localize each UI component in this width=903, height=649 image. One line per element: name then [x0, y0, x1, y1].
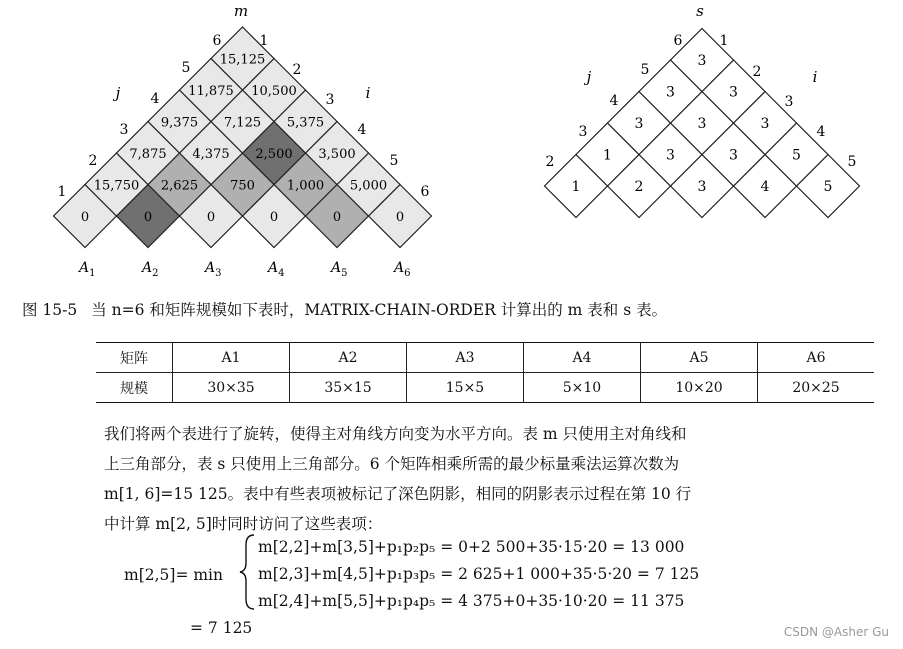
cell-value: 0	[80, 210, 90, 225]
m-i-tick: 4	[357, 122, 367, 138]
equation-result: = 7 125	[190, 619, 253, 637]
m-j-tick: 1	[57, 184, 67, 200]
header-a2: A2	[290, 343, 407, 373]
equation-lhs: m[2,5]= min	[124, 566, 223, 584]
cell-value: 10,500	[251, 84, 297, 99]
dim-a2: 35×15	[290, 373, 407, 403]
cell-value: 15,125	[219, 52, 266, 68]
cell-value: 0	[206, 210, 216, 225]
m-i-tick: 5	[389, 153, 399, 169]
s-i-label: i	[812, 68, 818, 86]
header-a3: A3	[407, 343, 524, 373]
cell-value: 15,750	[93, 178, 140, 194]
cell-value: 3,500	[318, 147, 356, 162]
cell-value: 3	[697, 116, 707, 132]
s-j-tick: 3	[578, 124, 588, 140]
header-a1: A1	[173, 343, 290, 373]
cell-value: 3	[666, 147, 675, 164]
cell-value: 3	[634, 116, 644, 132]
cell-value: 1,000	[286, 178, 325, 194]
matrix-label: $A_6$	[394, 260, 411, 279]
s-table-title: s	[696, 2, 704, 20]
equation-line-1: m[2,2]+m[3,5]+p₁p₂p₅ = 0+2 500+35·15·20 = 13 000	[258, 538, 685, 556]
table-row	[96, 343, 874, 373]
cell-value: 9,375	[160, 115, 199, 131]
matrix-label: $A_5$	[331, 260, 348, 279]
cell-value: 5	[823, 179, 833, 195]
table-row	[96, 373, 874, 403]
caption-text: 当 n=6 和矩阵规模如下表时，MATRIX-CHAIN-ORDER 计算出的 m 表和 s 表。	[91, 301, 668, 319]
cell-value: 5,000	[349, 178, 388, 194]
paragraph-line-2: 上三角部分，表 s 只使用上三角部分。6 个矩阵相乘所需的最少标量乘法运算次数为	[104, 455, 680, 473]
m-j-label: j	[115, 84, 121, 102]
matrix-label: $A_4$	[268, 260, 285, 279]
header-a4: A4	[524, 343, 641, 373]
row-label-size: 规模	[96, 373, 173, 403]
paragraph-line-1: 我们将两个表进行了旋转，使得主对角线方向变为水平方向。表 m 只使用主对角线和	[104, 425, 687, 443]
s-j-tick: 2	[545, 154, 555, 170]
m-i-tick: 6	[420, 184, 430, 200]
cell-value: 5,375	[286, 115, 325, 131]
dim-a4: 5×10	[524, 373, 641, 403]
m-j-tick: 4	[150, 91, 160, 107]
paragraph-line-4: 中计算 m[2, 5]时同时访问了这些表项：	[104, 515, 383, 533]
equation-brace	[238, 533, 258, 611]
header-a5: A5	[641, 343, 758, 373]
figure-caption	[22, 298, 667, 320]
cell-value: 1	[603, 147, 612, 164]
row-label-matrix: 矩阵	[96, 343, 173, 373]
cell-value: 0	[332, 210, 342, 225]
s-j-tick: 5	[640, 62, 650, 78]
cell-value: 7,125	[223, 115, 262, 131]
m-and-s-table-figure	[0, 0, 903, 290]
s-i-tick: 1	[719, 33, 729, 49]
m-i-tick: 3	[325, 92, 335, 108]
cell-value: 750	[230, 178, 255, 194]
m-j-tick: 5	[181, 60, 191, 76]
m-i-label: i	[365, 84, 371, 102]
dim-a1: 30×35	[173, 373, 290, 403]
matrix-label: $A_1$	[79, 260, 96, 279]
caption-number: 图 15-5	[22, 301, 78, 319]
cell-value: 2	[634, 179, 644, 195]
paragraph-line-3: m[1, 6]=15 125。表中有些表项被标记了深色阴影，相同的阴影表示过程在第 10 行	[104, 485, 692, 503]
m-j-tick: 2	[88, 153, 98, 169]
s-i-tick: 4	[816, 124, 826, 140]
m-table-title: m	[233, 2, 249, 20]
cell-value: 2,500	[255, 147, 293, 162]
cell-value: 5	[792, 147, 801, 164]
m-j-tick: 3	[119, 122, 129, 138]
dim-a5: 10×20	[641, 373, 758, 403]
cell-value: 3	[760, 116, 770, 132]
m-i-tick: 1	[259, 33, 269, 49]
cell-value: 1	[571, 179, 581, 195]
cell-value: 7,875	[129, 147, 167, 162]
s-j-tick: 6	[673, 33, 683, 49]
s-i-tick: 2	[752, 64, 762, 80]
s-i-tick: 3	[784, 94, 794, 110]
m-j-tick: 6	[212, 33, 222, 49]
s-j-label: j	[586, 68, 592, 86]
cell-value: 0	[269, 210, 279, 225]
m-i-tick: 2	[292, 62, 302, 78]
matrix-label: $A_3$	[205, 260, 222, 279]
cell-value: 2,625	[160, 178, 199, 194]
cell-value: 4,375	[192, 147, 230, 162]
cell-value: 4	[760, 179, 770, 195]
header-a6: A6	[758, 343, 875, 373]
s-i-tick: 5	[847, 154, 857, 170]
matrix-dimension-table	[96, 342, 874, 403]
cell-value: 3	[729, 147, 738, 164]
cell-value: 3	[666, 84, 675, 101]
cell-value: 3	[729, 84, 738, 101]
cell-value: 3	[697, 179, 707, 195]
dim-a6: 20×25	[758, 373, 875, 403]
equation-line-3: m[2,4]+m[5,5]+p₁p₄p₅ = 4 375+0+35·10·20 = 11 375	[258, 592, 685, 610]
watermark: CSDN @Asher Gu	[783, 625, 889, 639]
s-j-tick: 4	[609, 93, 619, 109]
cell-value: 0	[143, 210, 153, 225]
cell-value: 11,875	[188, 84, 234, 99]
cell-value: 3	[697, 53, 707, 69]
matrix-label: $A_2$	[142, 260, 159, 279]
cell-value: 0	[395, 210, 405, 225]
equation-line-2: m[2,3]+m[4,5]+p₁p₃p₅ = 2 625+1 000+35·5·20 = 7 125	[258, 565, 700, 583]
dim-a3: 15×5	[407, 373, 524, 403]
